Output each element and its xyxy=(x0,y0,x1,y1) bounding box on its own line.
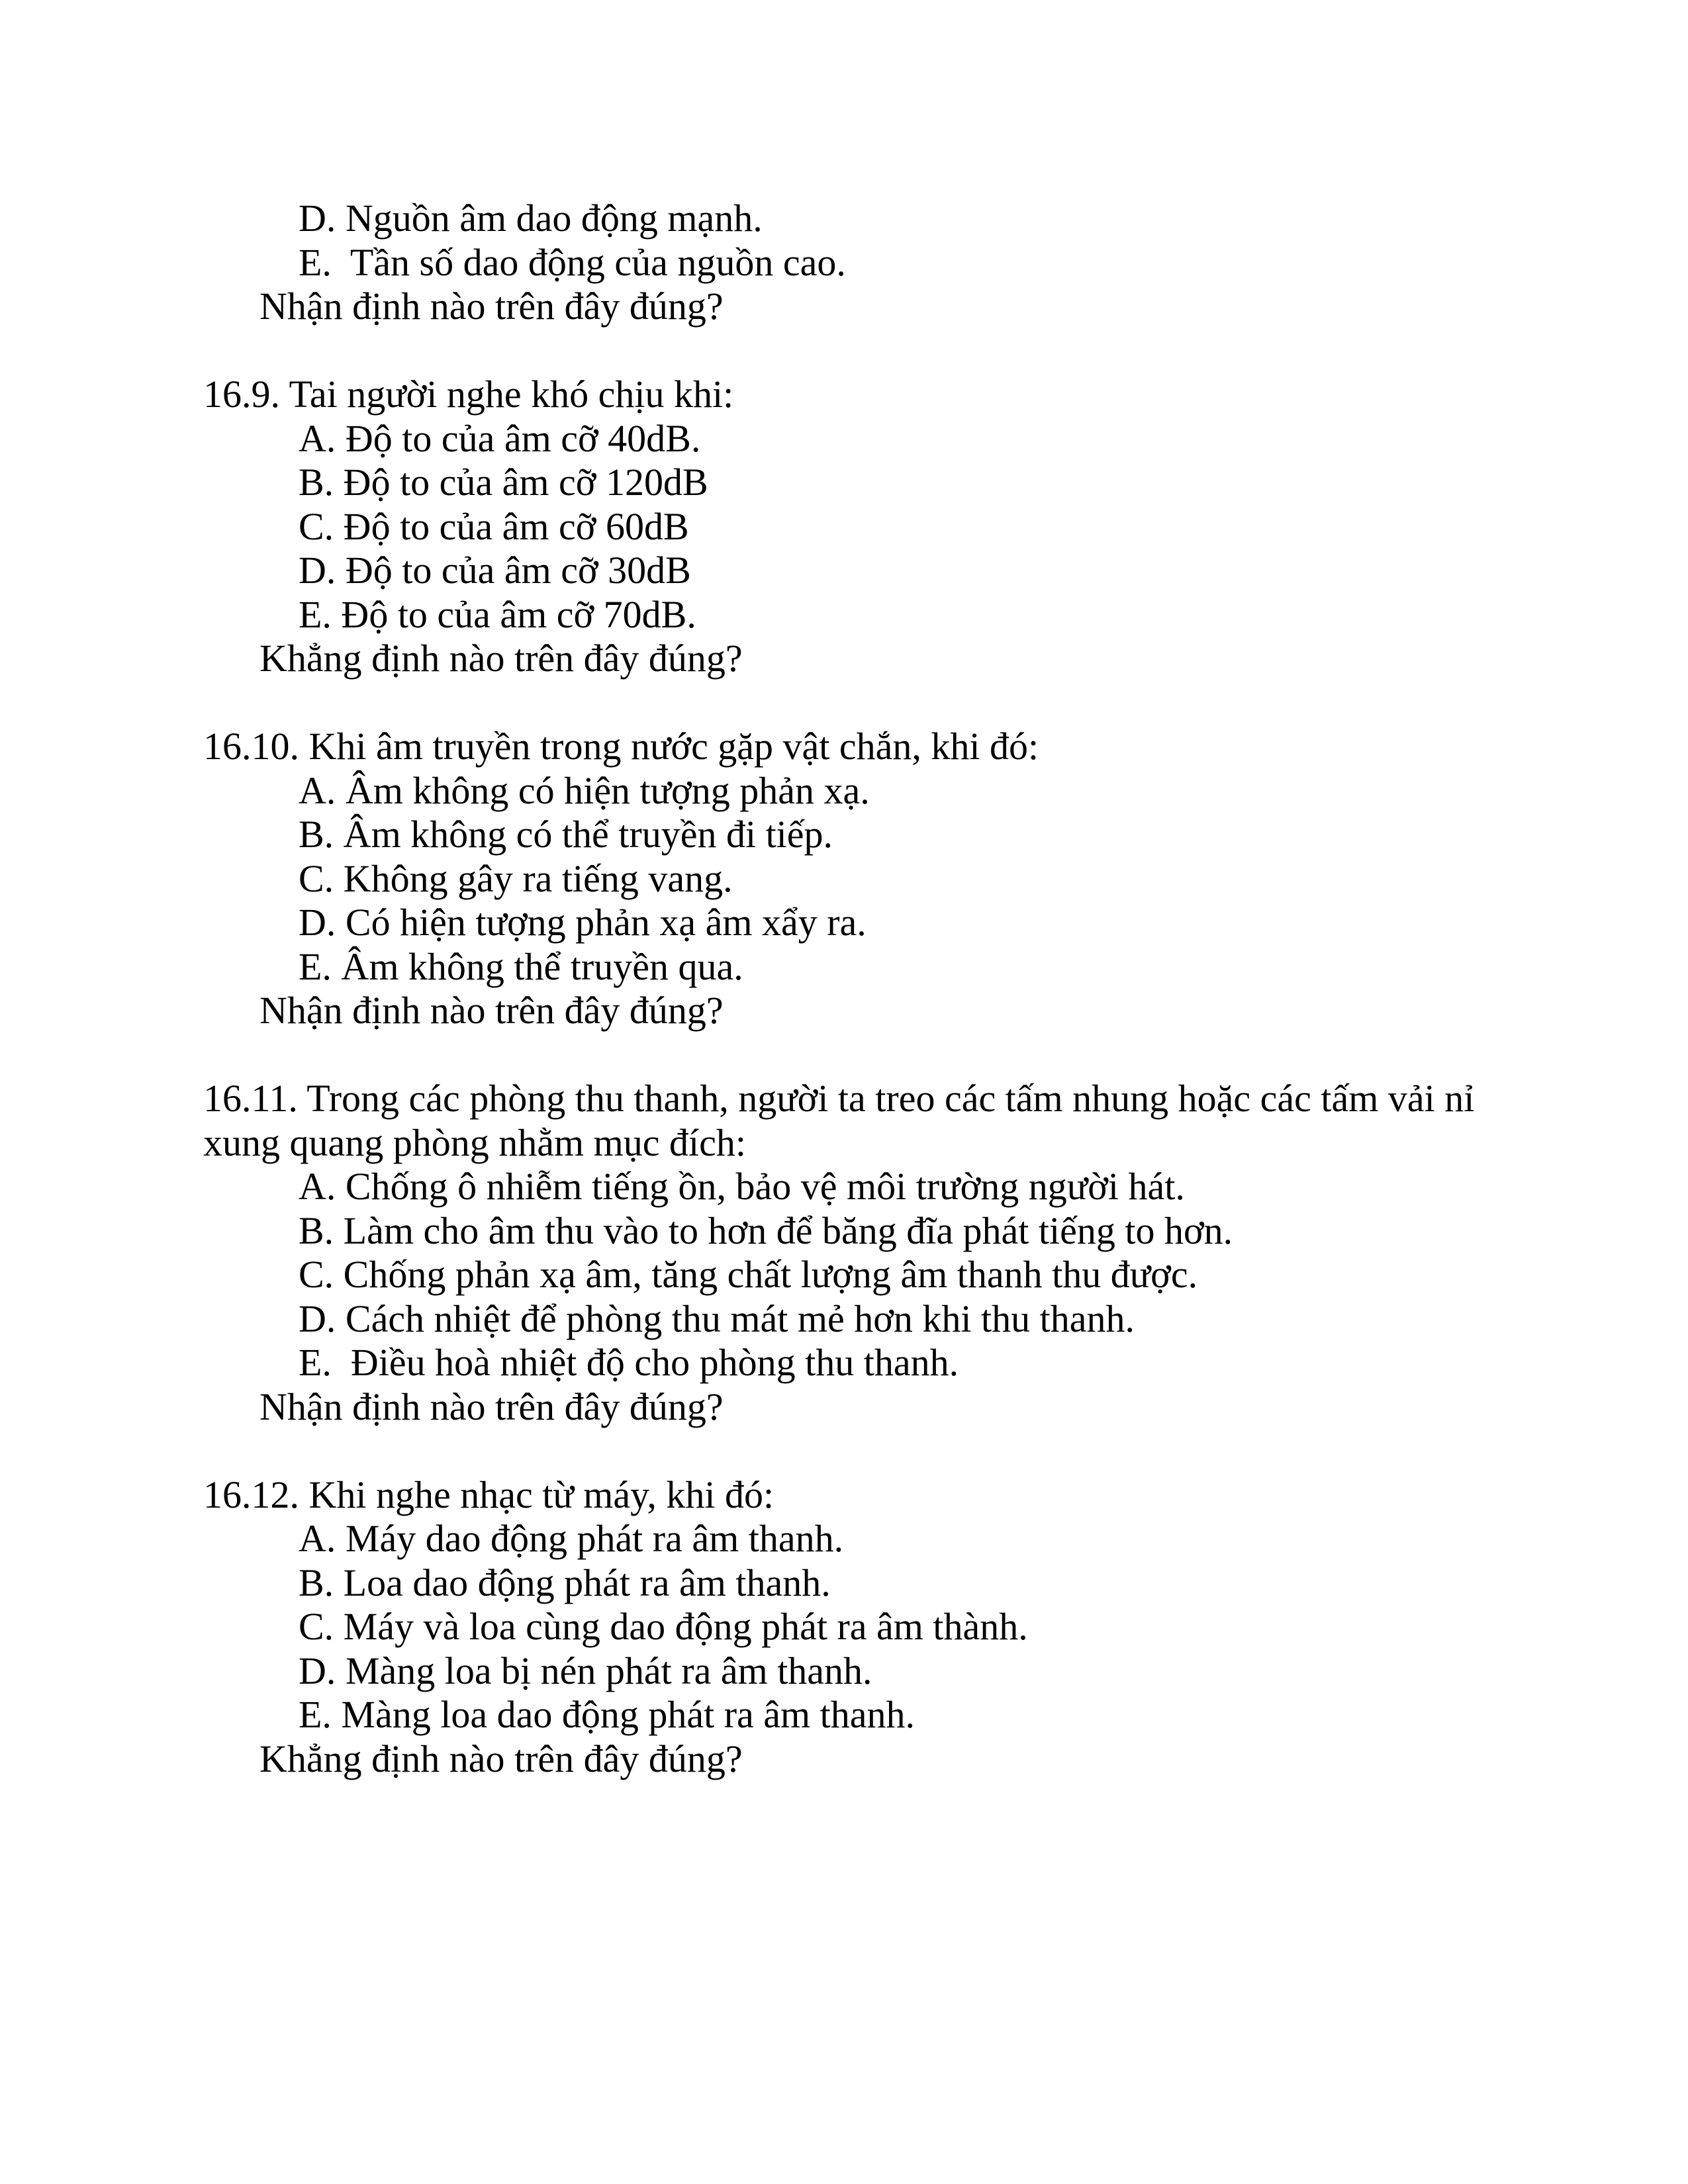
option-e: E. Màng loa dao động phát ra âm thanh. xyxy=(299,1693,915,1736)
blank-line xyxy=(0,1033,1688,1077)
question-stem: 16.11. Trong các phòng thu thanh, người ta treo các tấm nhung hoặc các tấm vải nỉ xyxy=(203,1077,1475,1120)
question-prompt: Nhận định nào trên đây đúng? xyxy=(259,989,724,1032)
question-prompt: Nhận định nào trên đây đúng? xyxy=(259,1385,724,1428)
question-stem: 16.12. Khi nghe nhạc từ máy, khi đó: xyxy=(203,1473,774,1516)
option-e: E. Âm không thể truyền qua. xyxy=(299,944,743,988)
blank-line xyxy=(0,1429,1688,1473)
question-16-12 xyxy=(0,1473,1688,1782)
option-a: A. Máy dao động phát ra âm thanh. xyxy=(299,1517,844,1560)
option-e: E. Điều hoà nhiệt độ cho phòng thu thanh. xyxy=(299,1341,959,1384)
question-16-11 xyxy=(0,1077,1688,1473)
option-c: C. Máy và loa cùng dao động phát ra âm thành. xyxy=(299,1605,1028,1648)
option-d: D. Cách nhiệt để phòng thu mát mẻ hơn khi thu thanh. xyxy=(299,1297,1135,1340)
question-stem: 16.9. Tai người nghe khó chịu khi: xyxy=(203,373,734,416)
option-b: B. Độ to của âm cỡ 120dB xyxy=(299,461,708,504)
option-a: A. Chống ô nhiễm tiếng ồn, bảo vệ môi trường người hát. xyxy=(299,1165,1185,1208)
option-d: D. Màng loa bị nén phát ra âm thanh. xyxy=(299,1649,872,1692)
question-prompt: Khẳng định nào trên đây đúng? xyxy=(259,1737,743,1780)
option-a: A. Âm không có hiện tượng phản xạ. xyxy=(299,768,870,812)
question-continued xyxy=(0,197,1688,373)
option-c: C. Độ to của âm cỡ 60dB xyxy=(299,504,689,548)
option-e: E. Độ to của âm cỡ 70dB. xyxy=(299,592,696,636)
option-c: C. Không gây ra tiếng vang. xyxy=(299,856,733,900)
option-d: D. Có hiện tượng phản xạ âm xẩy ra. xyxy=(299,901,867,944)
question-16-10 xyxy=(0,725,1688,1077)
document-page xyxy=(0,197,1688,1781)
option-d: D. Độ to của âm cỡ 30dB xyxy=(299,549,691,592)
blank-line xyxy=(0,681,1688,725)
option-b: B. Làm cho âm thu vào to hơn để băng đĩa phát tiếng to hơn. xyxy=(299,1208,1233,1252)
option-d: D. Nguồn âm dao động mạnh. xyxy=(299,197,763,240)
option-e: E. Tần số dao động của nguồn cao. xyxy=(299,240,846,284)
option-b: B. Âm không có thể truyền đi tiếp. xyxy=(299,813,833,856)
option-b: B. Loa dao động phát ra âm thanh. xyxy=(299,1561,831,1604)
question-prompt: Khẳng định nào trên đây đúng? xyxy=(259,637,743,680)
blank-line xyxy=(0,329,1688,373)
question-16-9 xyxy=(0,373,1688,725)
option-c: C. Chống phản xạ âm, tăng chất lượng âm thanh thu được. xyxy=(299,1253,1198,1296)
question-stem-continued: xung quang phòng nhằm mục đích: xyxy=(203,1120,746,1164)
option-a: A. Độ to của âm cỡ 40dB. xyxy=(299,416,701,460)
question-prompt: Nhận định nào trên đây đúng? xyxy=(259,285,724,328)
question-stem: 16.10. Khi âm truyền trong nước gặp vật chắn, khi đó: xyxy=(203,725,1039,768)
